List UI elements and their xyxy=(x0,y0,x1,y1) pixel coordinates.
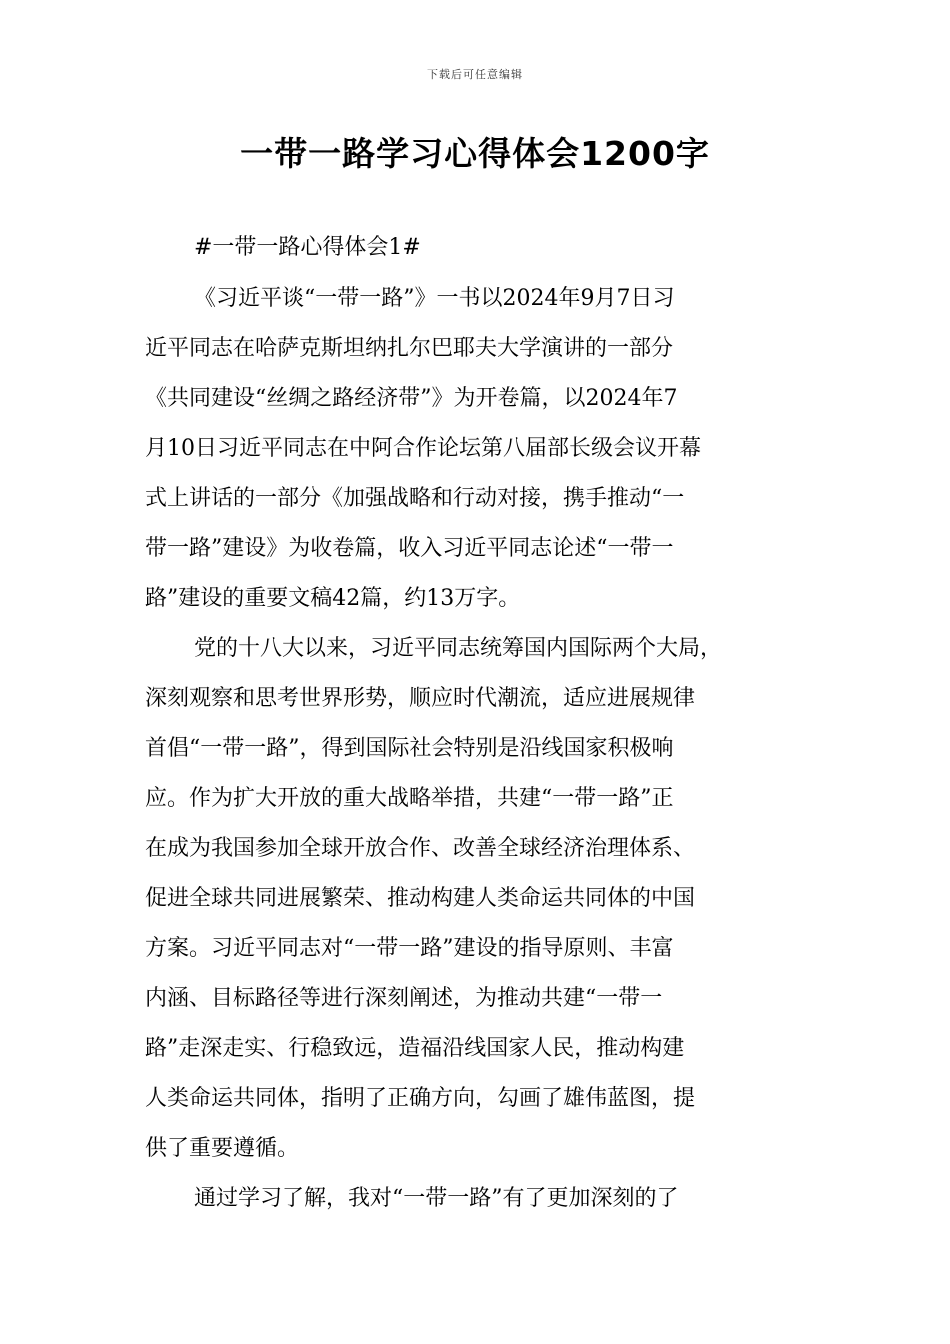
paragraph-line: 促进全球共同进展繁荣、推动构建人类命运共同体的中国 xyxy=(145,886,696,911)
paragraph-line: 深刻观察和思考世界形势，顺应时代潮流，适应进展规律 xyxy=(145,686,696,711)
paragraph-line: 式上讲话的一部分《加强战略和行动对接，携手推动“一 xyxy=(145,486,685,511)
paragraph-line: 《共同建设“丝绸之路经济带”》为开卷篇，以2024年7 xyxy=(145,386,678,411)
paragraph-line: 方案。习近平同志对“一带一路”建设的指导原则、丰富 xyxy=(145,936,674,961)
paragraph-line: 月10日习近平同志在中阿合作论坛第八届部长级会议开幕 xyxy=(145,436,701,461)
paragraph-line: 首倡“一带一路”，得到国际社会特别是沿线国家积极响 xyxy=(145,736,674,761)
paragraph-line: 路”建设的重要文稿42篇，约13万字。 xyxy=(145,586,521,611)
paragraph-line: 内涵、目标路径等进行深刻阐述，为推动共建“一带一 xyxy=(145,986,663,1011)
paragraph-line: 供了重要遵循。 xyxy=(145,1136,300,1161)
paragraph-line: 近平同志在哈萨克斯坦纳扎尔巴耶夫大学演讲的一部分 xyxy=(145,336,674,361)
paragraph-line: 《习近平谈“一带一路”》一书以2024年9月7日习 xyxy=(194,286,675,311)
paragraph-line: 应。作为扩大开放的重大战略举措，共建“一带一路”正 xyxy=(145,786,674,811)
paragraph-line: 党的十八大以来，习近平同志统筹国内国际两个大局， xyxy=(194,636,723,661)
paragraph-line: 通过学习了解，我对“一带一路”有了更加深刻的了 xyxy=(194,1186,679,1211)
section-heading: #一带一路心得体会1# xyxy=(194,235,421,260)
document-title: 一带一路学习心得体会1200字 xyxy=(240,134,710,173)
paragraph-line: 带一路”建设》为收卷篇，收入习近平同志论述“一带一 xyxy=(145,536,674,561)
paragraph-line: 人类命运共同体，指明了正确方向，勾画了雄伟蓝图，提 xyxy=(145,1086,696,1111)
paragraph-line: 在成为我国参加全球开放合作、改善全球经济治理体系、 xyxy=(145,836,696,861)
paragraph-line: 路”走深走实、行稳致远，造福沿线国家人民，推动构建 xyxy=(145,1036,685,1061)
header-note: 下载后可任意编辑 xyxy=(427,68,523,81)
